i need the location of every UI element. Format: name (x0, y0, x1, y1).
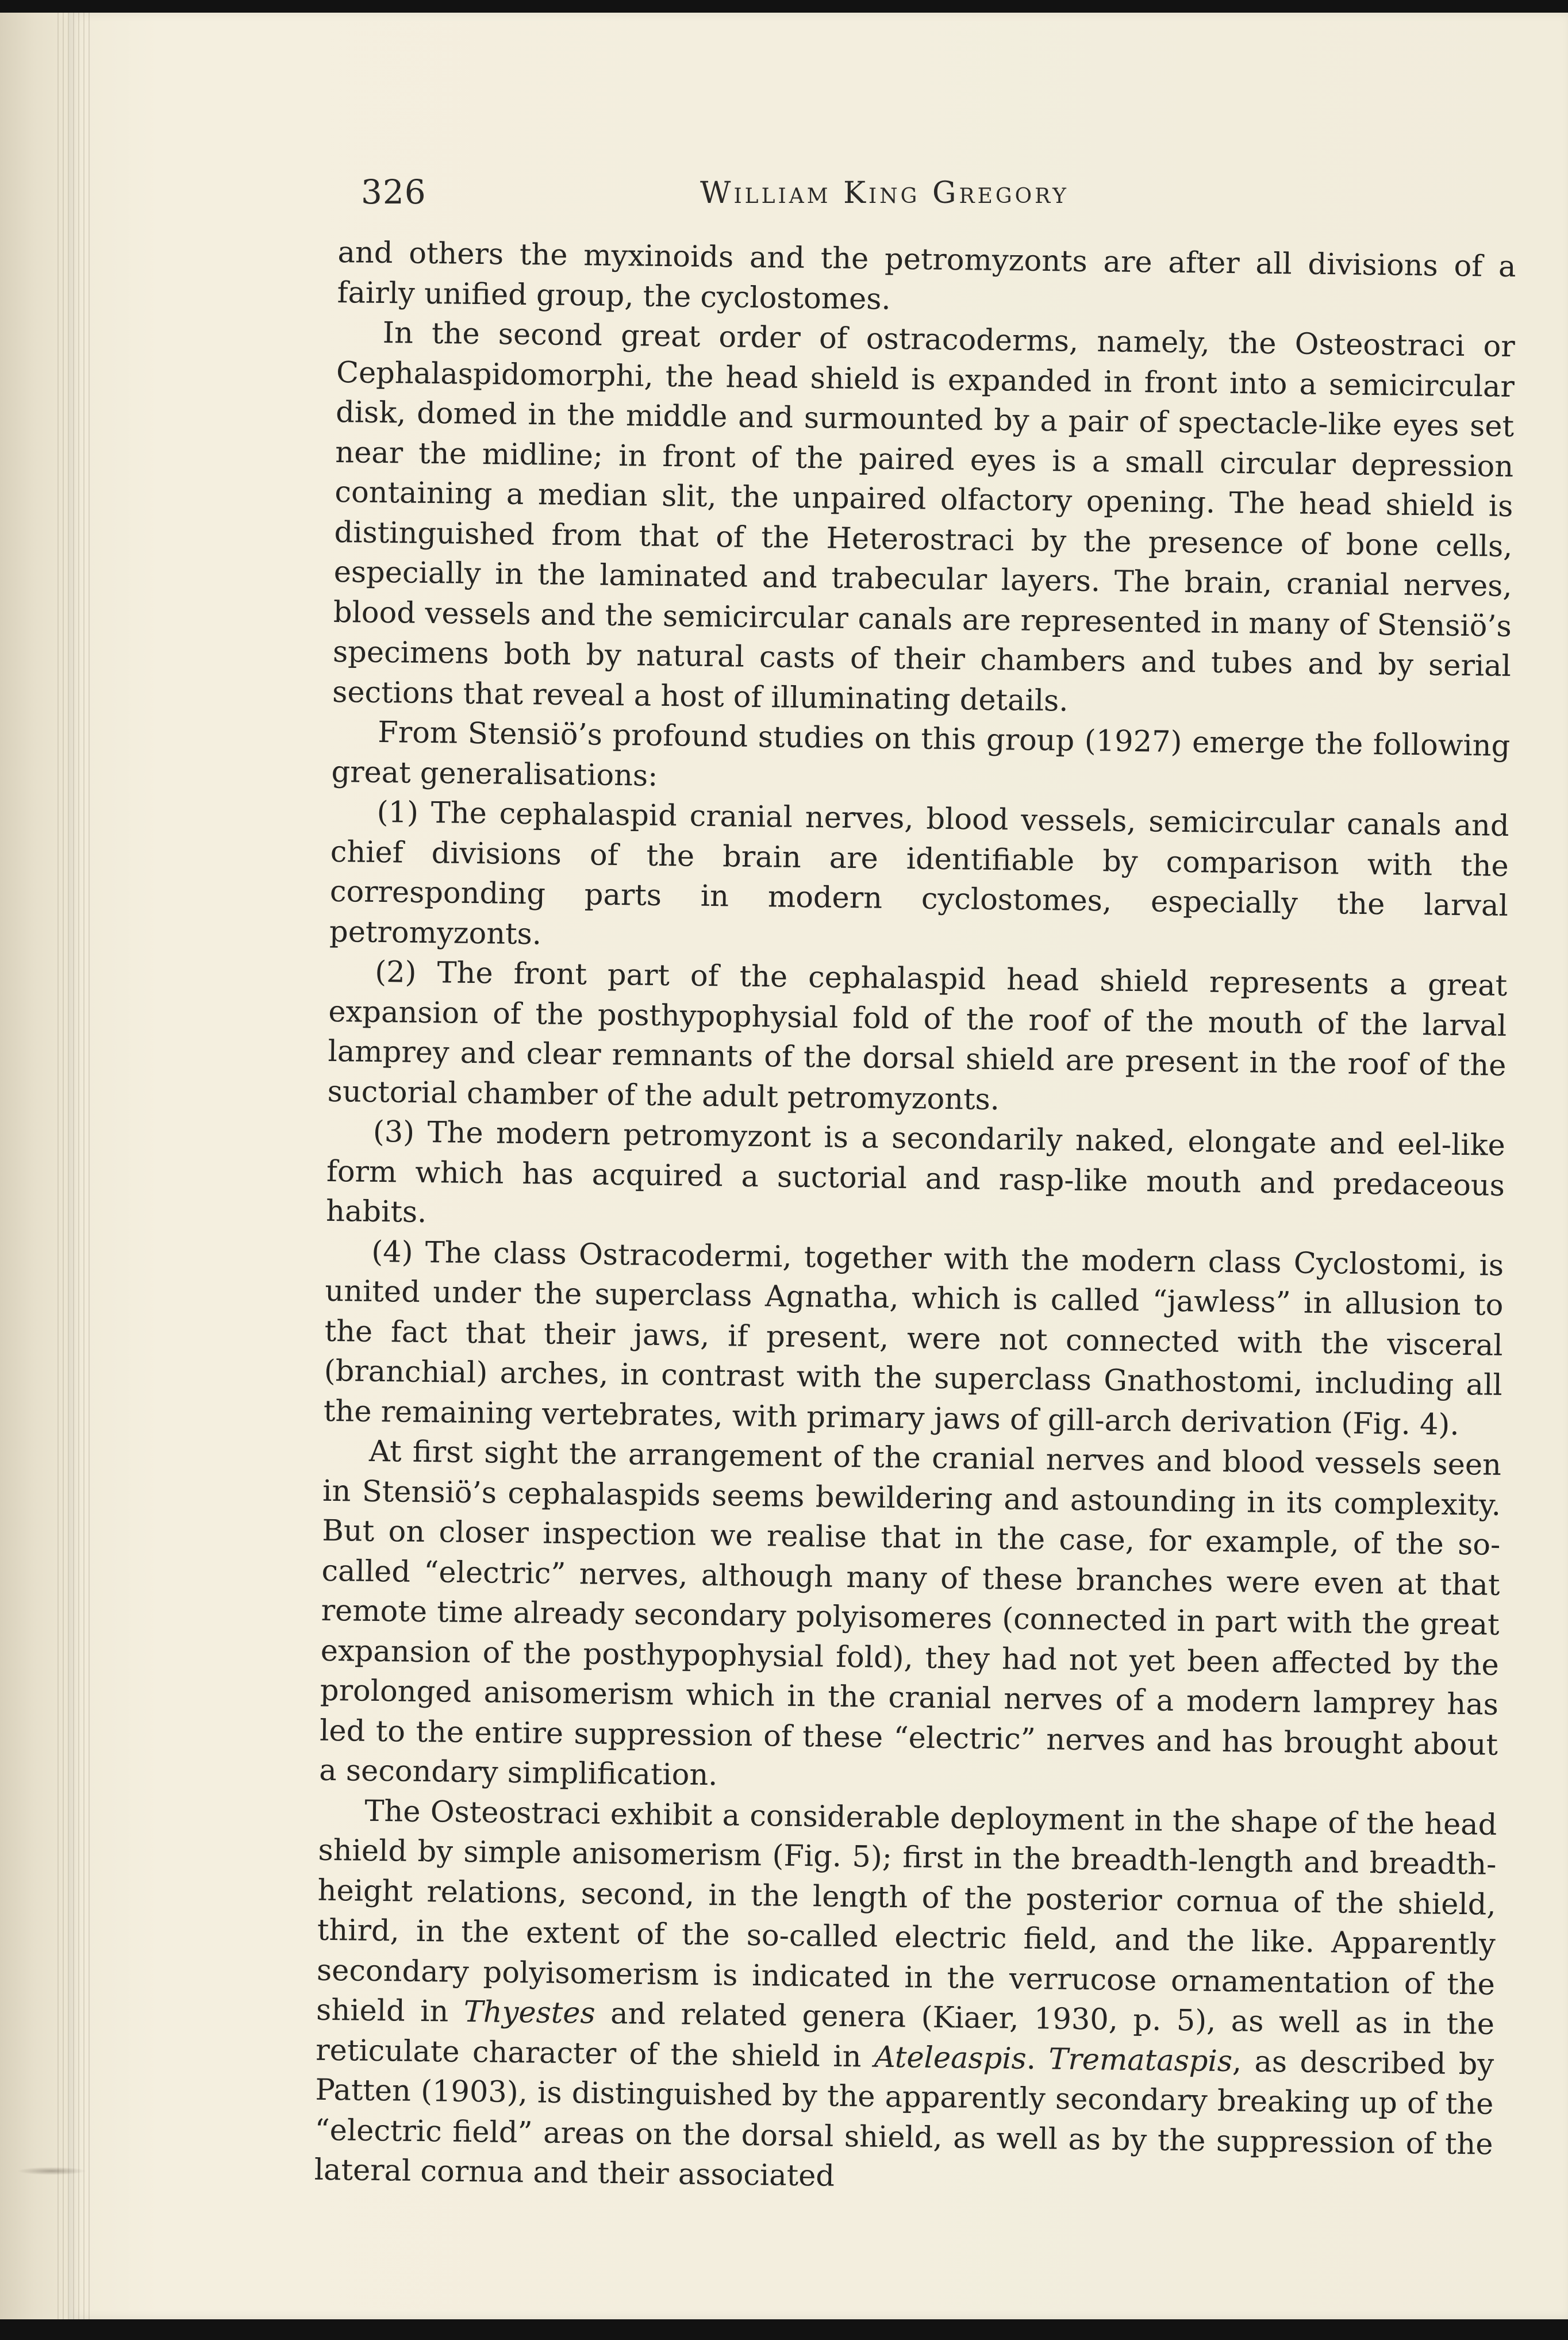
page-header (361, 172, 1505, 224)
numbered-paragraph: (1) The cephalaspid cranial nerves, blood vessels, semicircular canals and chief divisions of the brain are identifiable by comparison with the corresponding parts in modern cyclostomes, especially the larval petromyzonts. (329, 795, 1509, 951)
genus-name: Tremataspis (1048, 2042, 1233, 2078)
scan-bottom-edge (0, 2319, 1568, 2340)
text-run: , as described by Patten (1903), is distinguished by the apparently secondary breaking up of the “electric field” areas on the dorsal shield, as well as by the suppression of the lateral cornua and their associated (314, 2044, 1494, 2193)
paragraph (314, 1790, 1497, 2204)
paragraph: and others the myxinoids and the petromyzonts are after all divisions of a fairly unified group, the cyclostomes. (337, 235, 1516, 317)
genus-name: Ateleaspis (874, 2040, 1027, 2076)
scan-top-edge (0, 0, 1568, 13)
paragraph: At first sight the arrangement of the cranial nerves and blood vessels seen in Stensiö’s cephalaspids seems bewildering and astounding in its complexity. But on closer inspection we realise that in the case, for example, of the so-called “electric” nerves, although many of these branches were even at that remote time already secondary polyisomeres (connected in part with the great expansion of the posthypophysial fold), they had not yet been affected by the prolonged anisomerism which in the cranial nerves of a modern lamprey has led to the entire suppression of these “electric” nerves and has brought about a secondary simplification. (318, 1434, 1502, 1793)
page-number: 326 (361, 172, 426, 212)
body-text (314, 233, 1516, 2204)
paragraph: In the second great order of ostracoderms, namely, the Osteostraci or Cephalaspidomorphi, the head shield is expanded in front into a semicircular disk, domed in the middle and surmounted by a pair of spectacle-like eyes set near the midline; in front of the paired eyes is a small circular depression containing a median slit, the unpaired olfactory opening. The head shield is distinguished from that of the Heterostraci by the presence of bone cells, especially in the laminated and trabecular layers. The brain, cranial nerves, blood vessels and the semicircular canals are represented in many of Stensiö’s specimens both by natural casts of their chambers and tubes and by serial sections that reveal a host of illuminating details. (332, 316, 1516, 718)
text-run: The Osteostraci exhibit a considerable deployment in the shape of the head shield by simple anisomerism (Fig. 5); first in the breadth-length and breadth-height relations, second, in the length of the posterior cornua of the shield, third, in the extent of the so-called electric field, and the like. Apparently secondary polyisomerism is indicated in the verrucose ornamentation of the shield in (316, 1794, 1497, 2029)
text-run: and related genera (Kiaer, 1930, p. 5), as well as in the reticulate character of the shield in (316, 1996, 1495, 2074)
margin-smudge (17, 2167, 86, 2175)
numbered-paragraph: (3) The modern petromyzont is a secondarily naked, elongate and eel-like form which has acquired a suctorial and rasp-like mouth and predaceous habits. (325, 1115, 1506, 1230)
numbered-paragraph: (2) The front part of the cephalaspid head shield represents a great expansion of the posthypophysial fold of the roof of the mouth of the larval lamprey and clear remnants of the dorsal shield are present in the roof of the suctorial chamber of the adult petromyzonts. (327, 955, 1508, 1117)
text-run: . (1026, 2042, 1049, 2076)
paragraph: From Stensiö’s profound studies on this group (1927) emerge the following great generalisations: (331, 715, 1511, 793)
running-head: William King Gregory (700, 176, 1069, 210)
numbered-paragraph: (4) The class Ostracodermi, together with the modern class Cyclostomi, is united under the superclass Agnatha, which is called “jawless” in allusion to the fact that their jaws, if present, were not connected with the visceral (branchial) arches, in contrast with the superclass Gnathostomi, including all the remaining vertebrates, with primary jaws of gill-arch derivation (Fig. 4). (323, 1235, 1504, 1442)
genus-name: Thyestes (463, 1995, 596, 2031)
page-edge-lines (57, 13, 92, 2319)
